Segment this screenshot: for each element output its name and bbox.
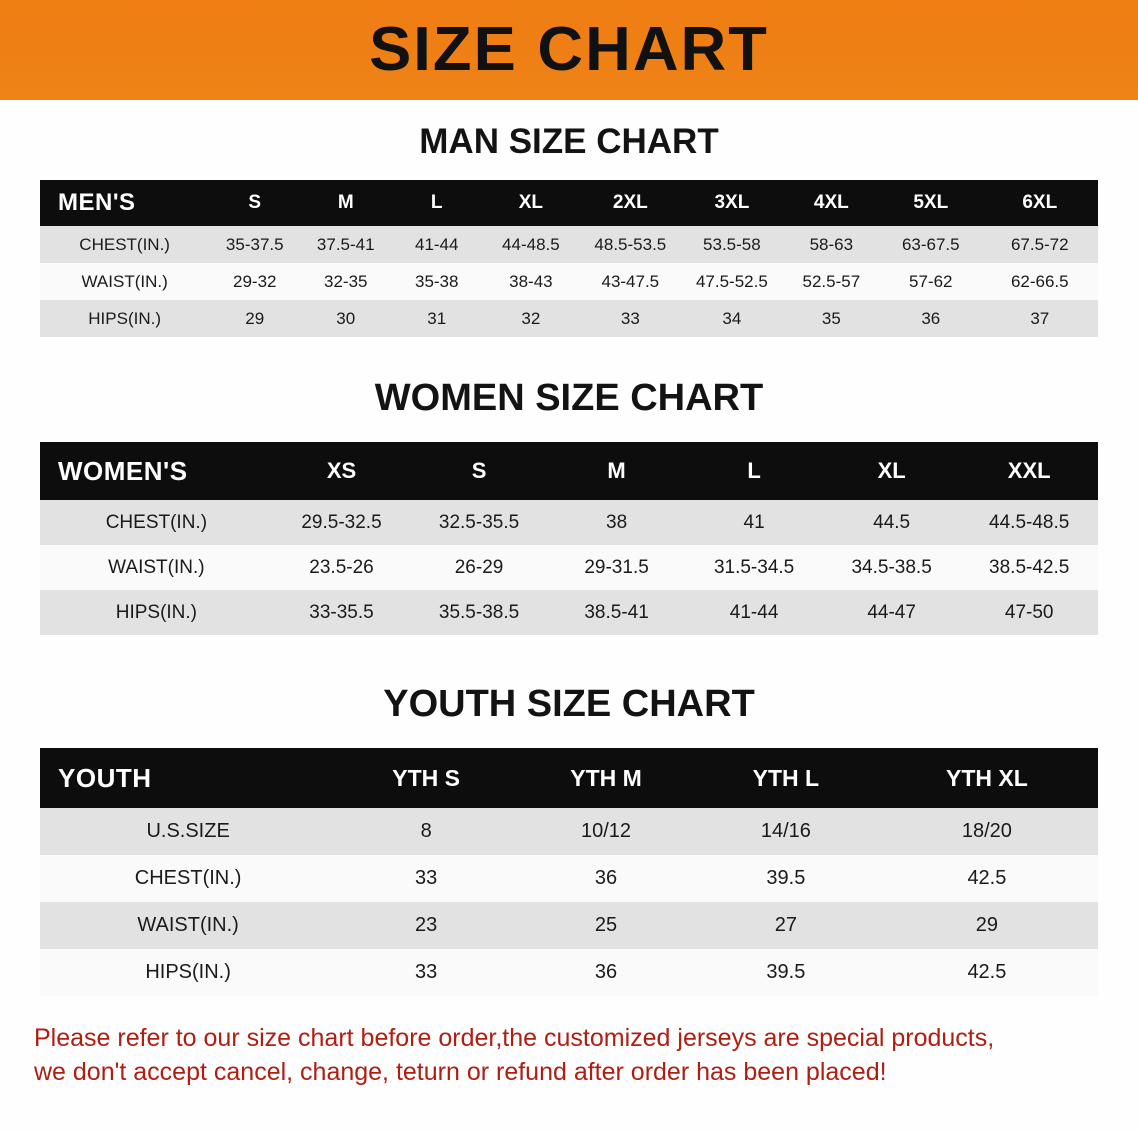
man-row1-cell8: 57-62 xyxy=(909,271,953,291)
policy-note-line-2: we don't accept cancel, change, teturn or refund after order has been placed! xyxy=(34,1057,887,1086)
man-header-cell-7: 4XL xyxy=(813,192,849,213)
table-row xyxy=(40,590,1098,635)
youth-table-wrap xyxy=(0,748,1138,996)
man-size-table xyxy=(40,180,1098,337)
women-row0-cell2: 32.5-35.5 xyxy=(438,511,520,533)
table-row xyxy=(40,226,1098,263)
women-row0-cell6: 44.5-48.5 xyxy=(989,511,1070,533)
table-row xyxy=(40,902,1098,949)
man-row1-cell3: 35-38 xyxy=(414,271,459,291)
women-size-table xyxy=(40,442,1098,635)
man-row1-cell1: 29-32 xyxy=(233,271,277,291)
man-row1-cell0: WAIST(IN.) xyxy=(81,271,168,291)
table-row xyxy=(40,949,1098,996)
youth-row3-cell3: 39.5 xyxy=(766,961,806,983)
youth-row1-cell2: 36 xyxy=(594,867,618,889)
youth-header-cell-1: YTH S xyxy=(392,764,461,791)
women-header-cell-4: L xyxy=(747,458,761,483)
man-header-cell-0: MEN'S xyxy=(58,189,136,216)
women-section-heading: WOMEN SIZE CHART xyxy=(374,377,764,419)
youth-row3-cell4: 42.5 xyxy=(967,961,1007,983)
table-row xyxy=(40,808,1098,855)
women-header-cell-1: XS xyxy=(326,458,357,483)
man-row2-cell8: 36 xyxy=(921,308,941,328)
man-row2-cell7: 35 xyxy=(821,308,841,328)
women-row2-cell6: 47-50 xyxy=(1004,601,1054,623)
man-header-cell-4: XL xyxy=(518,192,544,213)
women-table-wrap xyxy=(0,442,1138,635)
youth-header-cell-4: YTH XL xyxy=(946,764,1028,791)
women-row2-cell2: 35.5-38.5 xyxy=(438,601,520,623)
man-row2-cell1: 29 xyxy=(245,308,265,328)
man-row1-cell9: 62-66.5 xyxy=(1010,271,1069,291)
women-row0-cell3: 38 xyxy=(606,511,628,533)
youth-row1-cell3: 39.5 xyxy=(766,867,806,889)
man-row0-cell7: 58-63 xyxy=(809,234,854,254)
youth-row1-cell0: CHEST(IN.) xyxy=(134,867,242,889)
women-header-cell-0: WOMEN'S xyxy=(58,455,188,486)
man-header-cell-5: 2XL xyxy=(612,192,648,213)
youth-row0-cell2: 10/12 xyxy=(580,820,632,842)
youth-row0-cell3: 14/16 xyxy=(760,820,811,842)
man-row2-cell9: 37 xyxy=(1030,308,1050,328)
women-row2-cell5: 44-47 xyxy=(867,601,916,623)
youth-row3-cell0: HIPS(IN.) xyxy=(145,961,231,983)
table-row xyxy=(40,855,1098,902)
youth-table-header-row xyxy=(40,748,1098,808)
women-row1-cell1: 23.5-26 xyxy=(309,556,374,578)
women-table-header-row xyxy=(40,442,1098,500)
women-row1-cell3: 29-31.5 xyxy=(584,556,649,578)
women-header-cell-2: S xyxy=(471,458,487,483)
table-row xyxy=(40,263,1098,300)
man-row0-cell1: 35-37.5 xyxy=(225,234,284,254)
youth-row0-cell0: U.S.SIZE xyxy=(146,820,230,842)
youth-header-cell-0: YOUTH xyxy=(58,762,152,793)
man-row2-cell3: 31 xyxy=(427,308,447,328)
youth-row2-cell3: 27 xyxy=(774,914,797,936)
man-row2-cell0: HIPS(IN.) xyxy=(88,308,161,328)
man-row0-cell9: 67.5-72 xyxy=(1010,234,1069,254)
man-row2-cell5: 33 xyxy=(620,308,640,328)
table-row xyxy=(40,300,1098,337)
women-row1-cell2: 26-29 xyxy=(454,556,504,578)
man-row1-cell5: 43-47.5 xyxy=(601,271,660,291)
youth-row3-cell1: 33 xyxy=(415,961,438,983)
man-row0-cell0: CHEST(IN.) xyxy=(79,234,170,254)
man-row0-cell6: 53.5-58 xyxy=(703,234,761,254)
man-row0-cell3: 41-44 xyxy=(414,234,459,254)
man-row2-cell4: 32 xyxy=(521,308,541,328)
man-row1-cell6: 47.5-52.5 xyxy=(695,271,768,291)
youth-row0-cell4: 18/20 xyxy=(961,820,1012,842)
man-row0-cell2: 37.5-41 xyxy=(316,234,375,254)
youth-row3-cell2: 36 xyxy=(594,961,618,983)
page-title: SIZE CHART xyxy=(369,15,769,84)
man-row0-cell8: 63-67.5 xyxy=(901,234,960,254)
man-row1-cell2: 32-35 xyxy=(324,271,368,291)
man-row0-cell5: 48.5-53.5 xyxy=(594,234,667,254)
man-table-header-row xyxy=(40,180,1098,226)
man-row1-cell7: 52.5-57 xyxy=(802,271,861,291)
man-header-cell-1: S xyxy=(248,192,262,213)
man-header-cell-3: L xyxy=(430,192,443,213)
women-row2-cell1: 33-35.5 xyxy=(309,601,374,623)
youth-size-table xyxy=(40,748,1098,996)
youth-row0-cell1: 8 xyxy=(420,820,432,842)
women-header-cell-5: XL xyxy=(877,458,906,483)
youth-row1-cell1: 33 xyxy=(415,867,438,889)
banner xyxy=(0,0,1138,100)
man-row1-cell4: 38-43 xyxy=(509,271,553,291)
youth-row2-cell1: 23 xyxy=(415,914,438,936)
youth-header-cell-2: YTH M xyxy=(570,764,642,791)
table-row xyxy=(40,500,1098,545)
women-row2-cell3: 38.5-41 xyxy=(584,601,649,623)
women-row2-cell0: HIPS(IN.) xyxy=(115,601,198,623)
women-row2-cell4: 41-44 xyxy=(729,601,779,623)
youth-row2-cell0: WAIST(IN.) xyxy=(137,914,239,936)
man-header-cell-9: 6XL xyxy=(1022,192,1058,213)
youth-row2-cell4: 29 xyxy=(975,914,999,936)
policy-note-line-1: Please refer to our size chart before order,the customized jerseys are special products, xyxy=(34,1024,995,1052)
youth-row1-cell4: 42.5 xyxy=(967,867,1007,889)
man-row2-cell6: 34 xyxy=(722,308,742,328)
women-row1-cell5: 34.5-38.5 xyxy=(851,556,932,578)
women-row0-cell0: CHEST(IN.) xyxy=(105,511,208,533)
man-header-cell-8: 5XL xyxy=(913,192,949,213)
man-table-wrap xyxy=(0,180,1138,337)
man-row2-cell2: 30 xyxy=(336,308,356,328)
man-header-cell-2: M xyxy=(337,192,354,213)
youth-header-cell-3: YTH L xyxy=(752,764,820,791)
man-section-heading: MAN SIZE CHART xyxy=(419,122,719,161)
women-row1-cell6: 38.5-42.5 xyxy=(989,556,1070,578)
man-row0-cell4: 44-48.5 xyxy=(502,234,560,254)
table-row xyxy=(40,545,1098,590)
women-row1-cell0: WAIST(IN.) xyxy=(108,556,205,578)
women-header-cell-6: XXL xyxy=(1007,458,1051,483)
women-header-cell-3: M xyxy=(607,458,626,483)
policy-note xyxy=(34,1022,1104,1090)
man-header-cell-6: 3XL xyxy=(714,192,750,213)
women-row1-cell4: 31.5-34.5 xyxy=(713,556,795,578)
youth-row2-cell2: 25 xyxy=(594,914,618,936)
youth-section-heading: YOUTH SIZE CHART xyxy=(383,683,755,725)
women-row0-cell5: 44.5 xyxy=(873,511,911,533)
women-row0-cell4: 41 xyxy=(743,511,765,533)
women-row0-cell1: 29.5-32.5 xyxy=(301,511,382,533)
